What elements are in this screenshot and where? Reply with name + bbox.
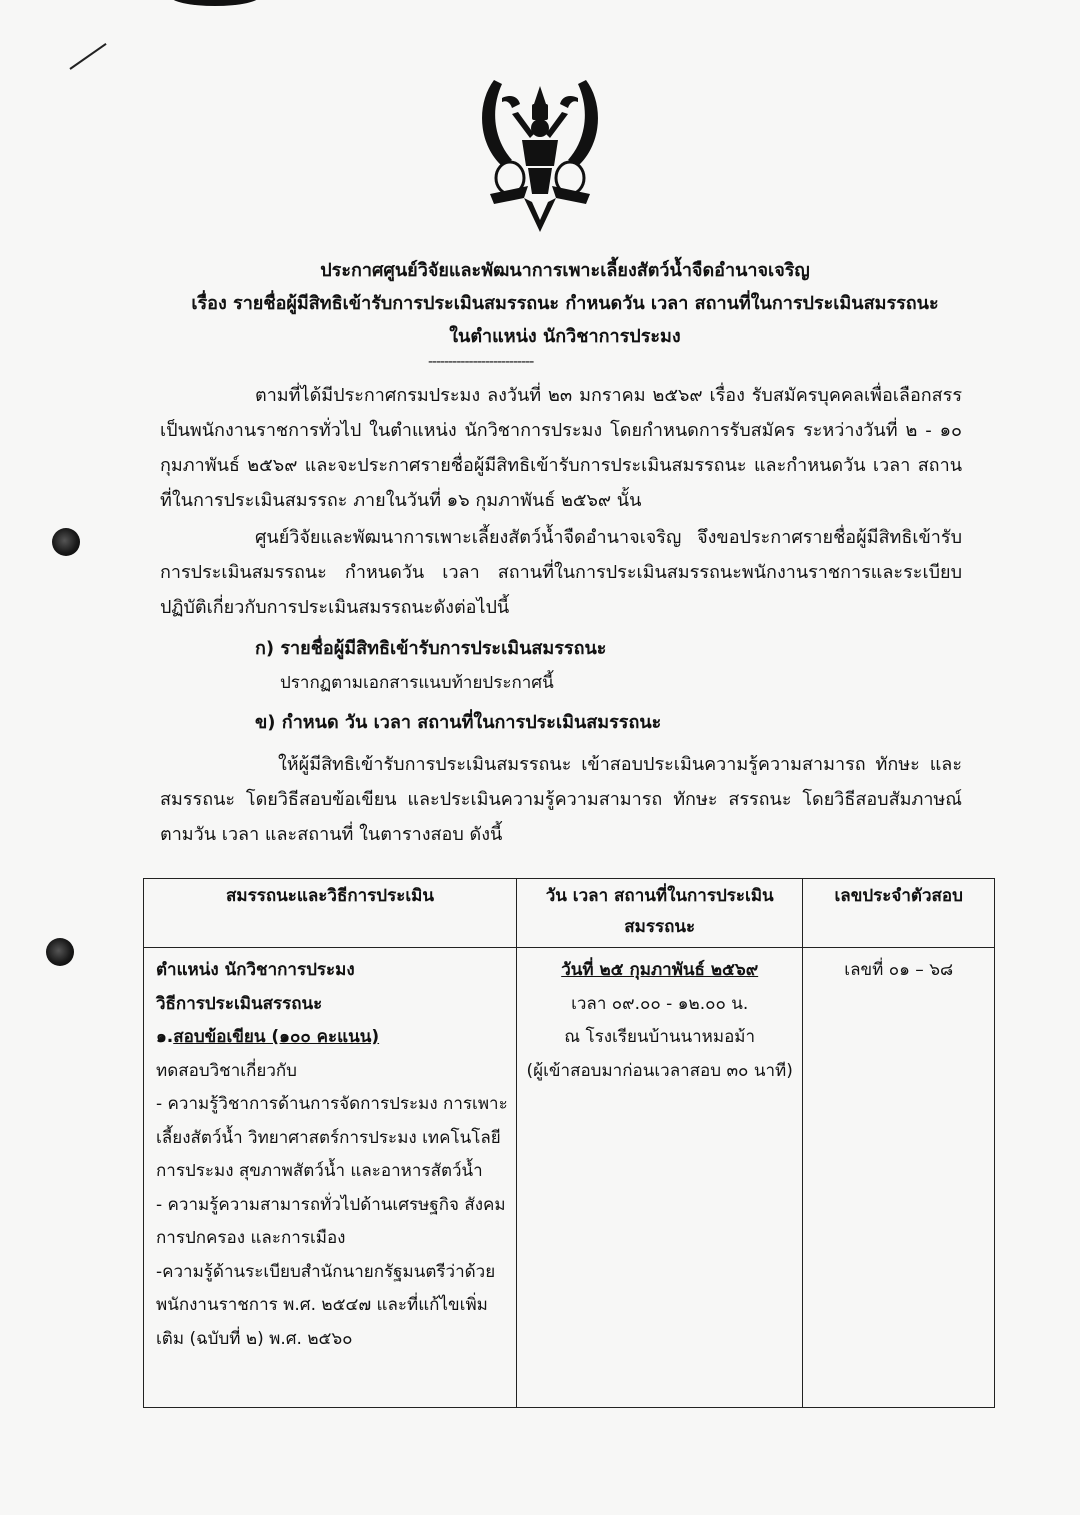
exam-date: วันที่ ๒๕ กุมภาพันธ์ ๒๕๖๙ xyxy=(561,960,759,980)
section-a-body: ปรากฏตามเอกสารแนบท้ายประกาศนี้ xyxy=(280,673,554,693)
subjects-intro: ทดสอบวิชาเกี่ยวกับ xyxy=(156,1060,297,1081)
exam-number: ๑. xyxy=(156,1027,174,1047)
position-label: ตำแหน่ง นักวิชาการประมง xyxy=(156,960,355,980)
announcement-title xyxy=(150,254,980,353)
scan-shadow xyxy=(170,0,260,6)
paragraph-2-text: ศูนย์วิจัยและพัฒนาการเพาะเลี้ยงสัตว์น้ำจืดอำนาจเจริญ จึงขอประกาศรายชื่อผู้มีสิทธิเข้ารับการประเมินสมรรถนะ กำหนดวัน เวลา สถานที่ในการประเมินสมรรถนะพนักงานราชการและระเบียบปฏิบัติเกี่ยวกับการประเมินสมรรถนะดังต่อไปนี้ xyxy=(160,527,962,618)
header-exam-id: เลขประจำตัวสอบ xyxy=(803,879,995,948)
header-competency: สมรรถนะและวิธีการประเมิน xyxy=(144,879,517,948)
cell-exam-id xyxy=(803,948,995,1408)
exam-id-range: เลขที่ ๐๑ – ๖๘ xyxy=(844,960,954,980)
exam-schedule-table xyxy=(143,878,995,1408)
exam-venue: ณ โรงเรียนบ้านนาหมอม้า xyxy=(564,1027,756,1047)
paragraph-announcement xyxy=(160,520,962,625)
title-line-3: ในตำแหน่ง นักวิชาการประมง xyxy=(449,326,681,347)
table-row xyxy=(144,948,995,1408)
title-divider: -------------------------- xyxy=(428,354,534,370)
method-label: วิธีการประเมินสรรถนะ xyxy=(156,993,323,1014)
exam-title: สอบข้อเขียน (๑๐๐ คะแนน) xyxy=(173,1027,380,1047)
subject-item: - ความรู้ความสามารถทั่วไปด้านเศรษฐกิจ สังคม การปกครอง และการเมือง xyxy=(156,1194,506,1248)
exam-time: เวลา ๐๙.๐๐ - ๑๒.๐๐ น. xyxy=(571,993,749,1014)
cell-competency xyxy=(144,948,517,1408)
punch-hole-icon xyxy=(52,528,80,556)
cell-date-time-place xyxy=(517,948,803,1408)
pen-mark xyxy=(69,43,106,70)
written-exam-label xyxy=(156,1021,508,1055)
section-a-heading: ก) รายชื่อผู้มีสิทธิเข้ารับการประเมินสมรรถนะ xyxy=(255,638,607,659)
paragraph-schedule xyxy=(160,747,962,852)
section-b-heading: ข) กำหนด วัน เวลา สถานที่ในการประเมินสมรรถนะ xyxy=(255,712,662,733)
title-line-1: ประกาศศูนย์วิจัยและพัฒนาการเพาะเลี้ยงสัตว์น้ำจืดอำนาจเจริญ xyxy=(320,260,810,281)
garuda-emblem-icon xyxy=(472,74,608,234)
arrival-note: (ผู้เข้าสอบมาก่อนเวลาสอบ ๓๐ นาที) xyxy=(526,1060,793,1081)
header-date-time-place: วัน เวลา สถานที่ในการประเมินสมรรถนะ xyxy=(517,879,803,948)
punch-hole-icon xyxy=(46,938,74,966)
paragraph-3-text: ให้ผู้มีสิทธิเข้ารับการประเมินสมรรถนะ เข้าสอบประเมินความรู้ความสามารถ ทักษะ และสมรรถนะ โดยวิธีสอบข้อเขียน และประเมินความรู้ความสามารถ ทักษะ สรรถนะ โดยวิธีสอบสัมภาษณ์ตามวัน เวลา และสถานที่ ในตารางสอบ ดังนี้ xyxy=(160,754,962,845)
paragraph-background xyxy=(160,378,962,518)
paragraph-1-text: ตามที่ได้มีประกาศกรมประมง ลงวันที่ ๒๓ มกราคม ๒๕๖๙ เรื่อง รับสมัครบุคคลเพื่อเลือกสรรเป็นพนักงานราชการทั่วไป ในตำแหน่ง นักวิชาการประมง โดยกำหนดการรับสมัคร ระหว่างวันที่ ๒ - ๑๐ กุมภาพันธ์ ๒๕๖๙ และจะประกาศรายชื่อผู้มีสิทธิเข้ารับการประเมินสมรรถนะ และกำหนดวัน เวลา สถานที่ในการประเมินสมรรถะ ภายในวันที่ ๑๖ กุมภาพันธ์ ๒๕๖๙ นั้น xyxy=(160,385,962,511)
subject-item: - ความรู้วิชาการด้านการจัดการประมง การเพาะเลี้ยงสัตว์น้ำ วิทยาศาสตร์การประมง เทคโนโลยีการประมง สุขภาพสัตว์น้ำ และอาหารสัตว์น้ำ xyxy=(156,1094,508,1181)
subject-item: -ความรู้ด้านระเบียบสำนักนายกรัฐมนตรีว่าด้วยพนักงานราชการ พ.ศ. ๒๕๔๗ และที่แก้ไขเพิ่มเติม (ฉบับที่ ๒) พ.ศ. ๒๕๖๐ xyxy=(156,1261,496,1349)
title-line-2: เรื่อง รายชื่อผู้มีสิทธิเข้ารับการประเมินสมรรถนะ กำหนดวัน เวลา สถานที่ในการประเมินสมรรถนะ xyxy=(191,293,939,314)
table-header-row xyxy=(144,879,995,948)
